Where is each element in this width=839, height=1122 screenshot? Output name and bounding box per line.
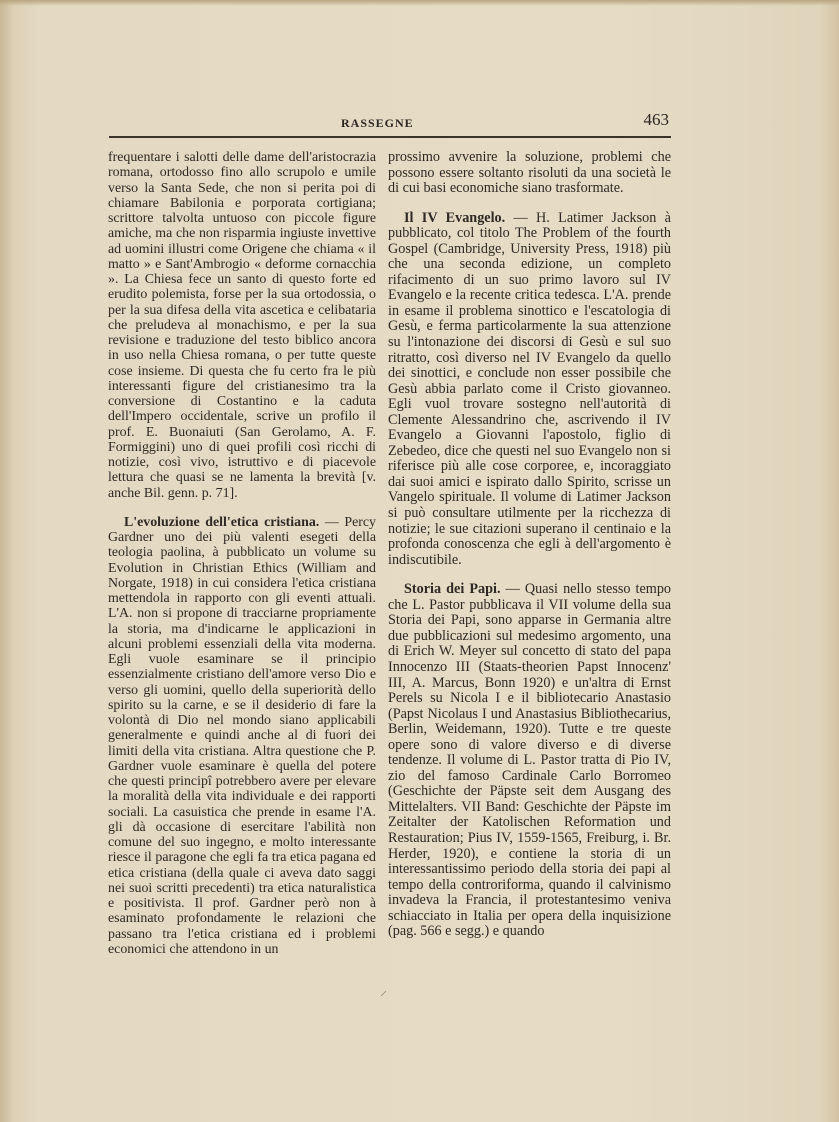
running-header	[109, 110, 669, 138]
right-column	[388, 150, 671, 940]
paragraph-etica-cristiana	[108, 515, 376, 957]
header-rule	[109, 136, 671, 139]
page-number: 463	[643, 110, 669, 129]
paragraph-storia-papi	[388, 582, 671, 940]
paragraph-body-etica: — Percy Gardner uno dei più valenti esegeti della teologia paolina, à pubblicato un volume su Evolution in Christian Ethics (William and Norgate, 1918) in cui considera l'etica cristiana mettendola in rapporto con gli eventi attuali. L'A. non si propone di tracciarne propriamente la storia, ma d'indicarne le applicazioni in alcuni problemi essenziali della vita moderna. Egli vuole esaminare se il principio essenzialmente cristiano dell'amore verso Dio e verso gli uomini, quello della superiorità dello spirito su la carne, e se il desiderio di fare la volontà di Dio nel mondo siano applicabili generalmente e quindi anche al di fuori dei limiti della vita cristiana. Altra questione che P. Gardner vuole esaminare è quella del potere che questi principî potrebbero avere per elevare la moralità della vita individuale e dei rapporti sociali. La casuistica che prende in esame l'A. gli dà occasione di esercitare l'abilità non comune del suo ingegno, e molto interessante riesce il paragone che egli fa tra etica pagana ed etica cristiana (della quale ci aveva dato saggi nei suoi scritti precedenti) tra etica naturalistica e positivista. Il prof. Gardner però non à esaminato profondamente le relazioni che passano tra l'etica cristiana ed i problemi economici che attendono in un	[108, 514, 376, 957]
paragraph-body-papi: — Quasi nello stesso tempo che L. Pastor pubblicava il VII volume della sua Storia dei Papi, sono apparse in Germania altre due pubblicazioni sul medesimo argomento, una di Erich W. Meyer sul concetto di stato del papa Innocenzo III (Staats-theorien Papst Innocenz' III, A. Marcus, Bonn 1920) e un'altra di Ernst Perels su Nicola I e il bibliotecario Anastasio (Papst Nicolaus I und Anastasius Bibliothecarius, Berlin, Weidemann, 1920). Tutte e tre queste opere sono di valore diverso e di diverse tendenze. Il volume di L. Pastor tratta di Pio IV, zio del famoso Cardinale Carlo Borromeo (Geschichte der Päpste seit dem Ausgang des Mittelalters. VII Band: Geschichte der Päpste im Zeitalter der Katolischen Reformation und Restauration; Pius IV, 1559-1565, Freiburg, i. Br. Herder, 1920), e contiene la storia di un interessantissimo periodo della storia dei papi al tempo della controriforma, quando il calvinismo invadeva la Francia, il protestantesimo veniva schiacciato in Italia per opera della inquisizione (pag. 566 e segg.) e quando	[388, 581, 672, 940]
paragraph-iv-evangelo	[388, 211, 671, 569]
section-heading-evangelo: Il IV Evangelo.	[404, 209, 506, 226]
section-heading-papi: Storia dei Papi.	[404, 581, 501, 598]
paragraph-san-gerolamo: frequentare i salotti delle dame dell'aristocrazia romana, ortodosso fino allo scrupolo e umile verso la Santa Sede, che non si perita poi di chiamare Babilonia e porporata cortigiana; scrittore talvolta untuoso con piccole figure amiche, ma che non risparmia ingiuste invettive ad uomini illustri come Origene che chiama « il matto » e Sant'Ambrogio « deforme cornacchia ». La Chiesa fece un santo di questo forte ed erudito polemista, forse per la sua ortodossia, o per la sua difesa della vita ascetica e celibataria che preludeva al monachismo, e per la sua revisione e traduzione del testo biblico ancora in uso nella Chiesa romana, o per tutte queste cose insieme. Di questa che fu certo fra le più interessanti figure del cristianesimo tra la conversione di Costantino e la caduta dell'Impero occidentale, scrive un profilo il prof. E. Buonaiuti (San Gerolamo, A. F. Formiggini) uno di quei profili così ricchi di notizie, così vivo, istruttivo e di piacevole lettura che quasi se ne lamenta la brevità [v. anche Bil. genn. p. 71].	[108, 150, 376, 501]
left-column	[108, 150, 376, 957]
section-heading-etica: L'evoluzione dell'etica cristiana.	[124, 514, 320, 530]
paragraph-continuation: prossimo avvenire la soluzione, problemi che possono essere soltanto risoluti da una società le di cui basi economiche siano trasformate.	[388, 149, 671, 197]
pencil-mark: ⸝	[380, 983, 387, 999]
running-title: RASSEGNE	[341, 116, 414, 130]
paragraph-body-evangelo: — H. Latimer Jackson à pubblicato, col titolo The Problem of the fourth Gospel (Cambridge, University Press, 1918) più che una seconda edizione, un completo rifacimento di un suo primo lavoro sul IV Evangelo e la recente critica tedesca. L'A. prende in esame il problema sinottico e l'escatologia di Gesù, e ferma particolarmente la sua attenzione su l'intonazione dei discorsi di Gesù e sul suo ritratto, così diverso nel IV Evangelo da quello dei sinottici, e conclude non esser possibile che Gesù abbia parlato come il Cristo giovanneo. Egli vuol trovare sostegno nell'autorità di Clemente Alessandrino che, ascrivendo il IV Evangelo a Giovanni l'apostolo, figlio di Zebedeo, dice che questi nel suo Evangelo non si riferisce più alle cose corporee, e, incoraggiato dai suoi amici e ispirato dallo Spirito, scrisse un Vangelo spirituale. Il volume di Latimer Jackson si può consultare utilmente per la ricchezza di notizie; le sue citazioni superano il centinaio e la profonda conoscenza che egli à dell'argomento è indiscutibile.	[388, 209, 671, 568]
